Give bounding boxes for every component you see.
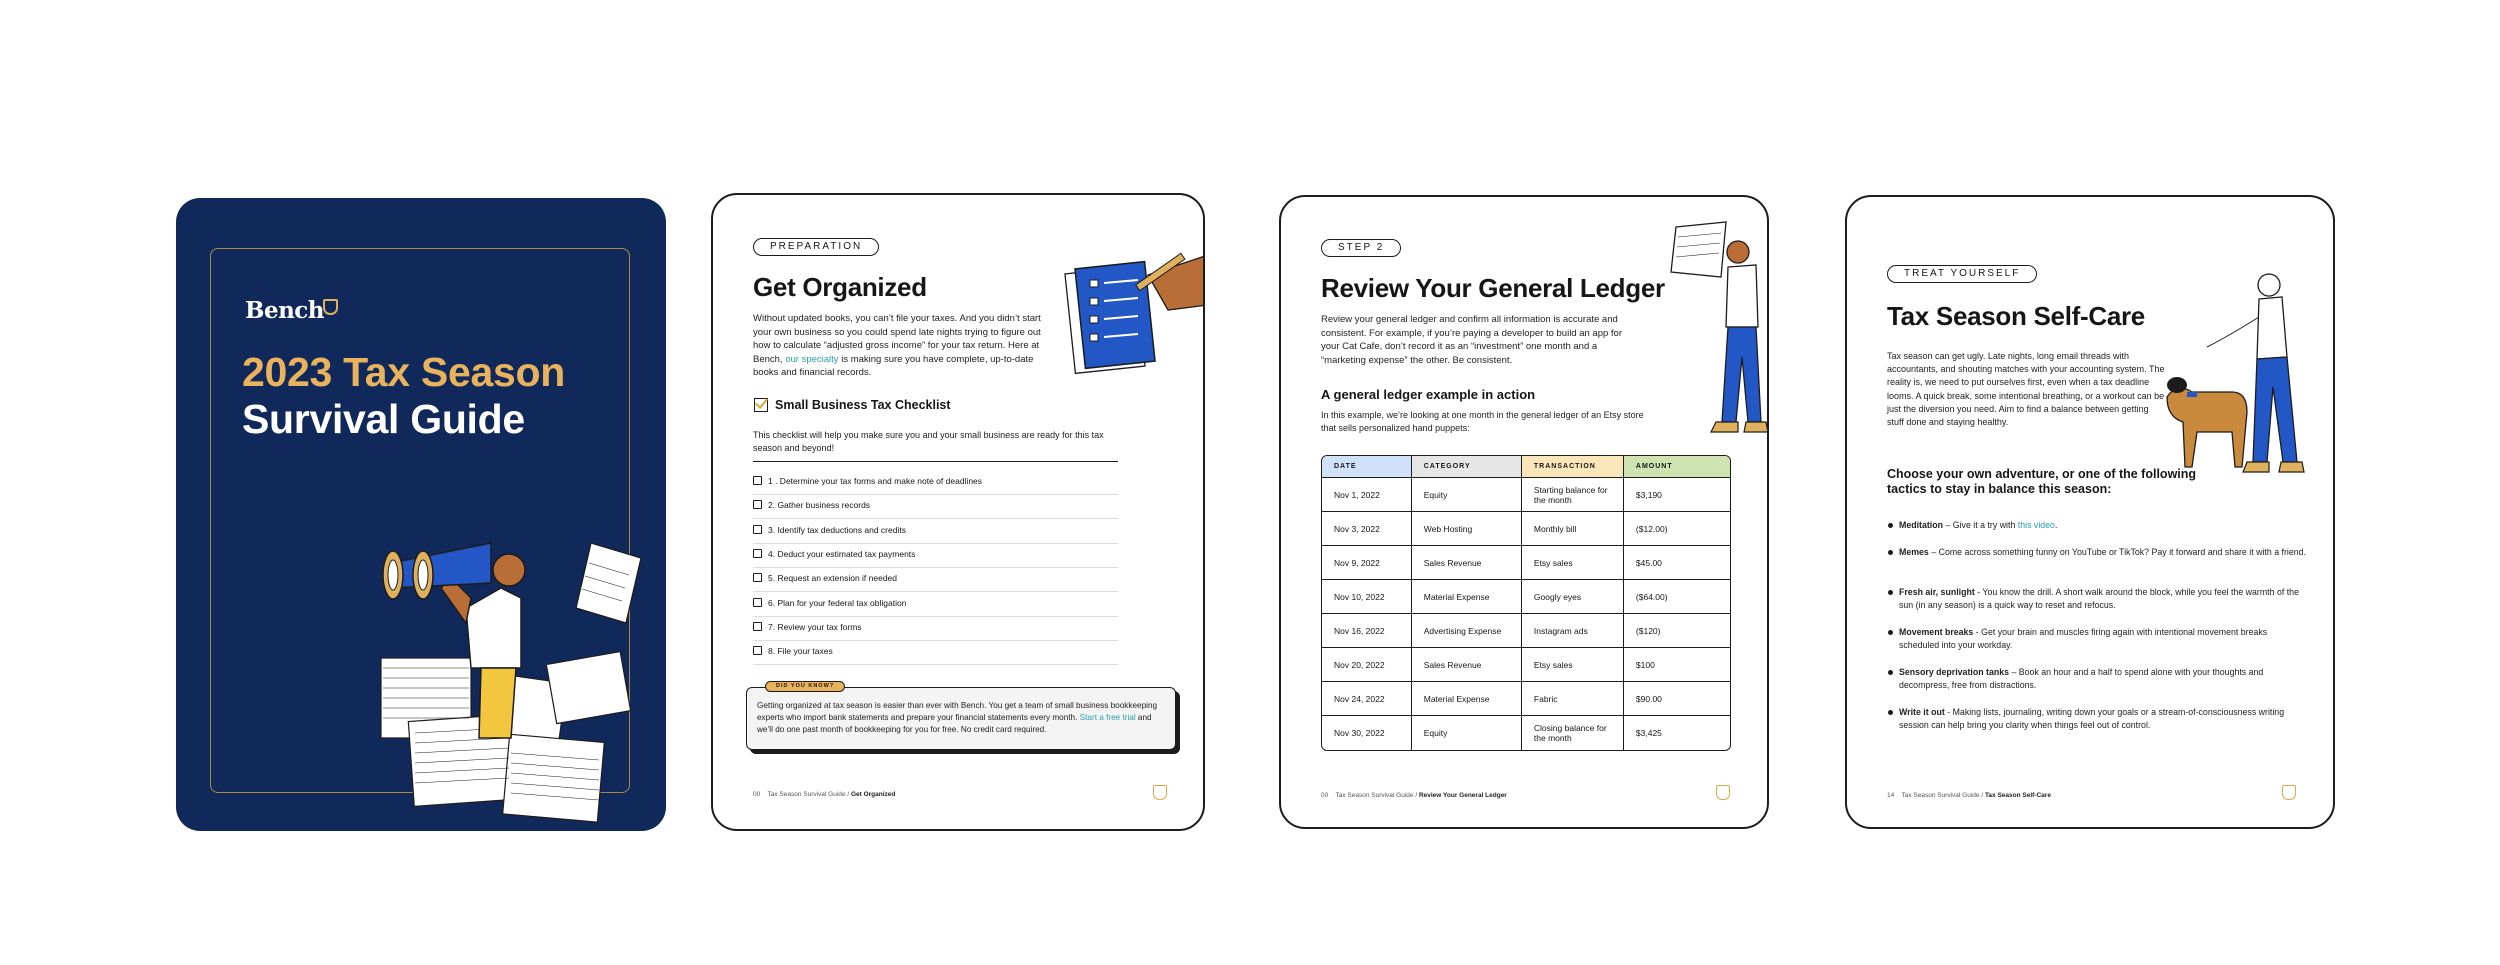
table-cell: Sales Revenue — [1412, 546, 1522, 580]
table-row — [1322, 478, 1730, 512]
tactic-name: Sensory deprivation tanks — [1899, 667, 2009, 677]
checkbox-icon[interactable] — [753, 573, 762, 582]
checklist-item[interactable] — [753, 641, 1118, 665]
intro-paragraph: Tax season can get ugly. Late nights, long email threads with accountants, and shouting matches with your accounting system. The reality is, we need to put ourselves first, even when a tax deadline looms. A quick break, some intentional breathing, or a workout can be just the diversion you need. Aim to find a balance between getting stuff done and staying healthy. — [1887, 351, 2165, 428]
table-cell: Fabric — [1522, 682, 1624, 716]
checklist-item[interactable] — [753, 568, 1118, 592]
table-cell: $45.00 — [1624, 546, 1730, 580]
cover-title-line2: Survival Guide — [242, 396, 525, 442]
section-subtitle: A general ledger example in action — [1321, 387, 1536, 402]
table-cell: $3,425 — [1635, 728, 1662, 738]
checklist-title: Small Business Tax Checklist — [775, 398, 951, 412]
table-cell: Advertising Expense — [1412, 614, 1522, 648]
tactic-text: - Making lists, journaling, writing down your goals or a stream-of-consciousness writing session can help bring you clarity when things feel out of control. — [1899, 707, 2285, 730]
checklist-intro: This checklist will help you make sure you and your small business are ready for this tax season and beyond! — [753, 430, 1104, 453]
table-cell: Starting balance for the month — [1522, 478, 1624, 512]
tactic-text: - You know the drill. A short walk around the block, while you feel the warmth of the sun (in any season) is a quick way to reset and refocus. — [1899, 587, 2299, 610]
tactic-text: - Get your brain and muscles firing again with intentional movement breaks scheduled into your workday. — [1899, 627, 2268, 650]
ledger-page — [1279, 195, 1769, 829]
checkbox-icon[interactable] — [753, 598, 762, 607]
table-cell: ($12.00) — [1624, 512, 1730, 546]
tactic-name: Write it out — [1899, 707, 1945, 717]
bench-logo-icon — [323, 299, 338, 315]
checkbox-icon[interactable] — [753, 622, 762, 631]
preparation-tag: PREPARATION — [753, 238, 879, 256]
table-cell: Nov 30, 2022 — [1322, 716, 1412, 750]
video-link[interactable]: this video — [2017, 520, 2055, 530]
column-header: TRANSACTION — [1522, 456, 1624, 478]
checkbox-icon[interactable] — [753, 500, 762, 509]
checkbox-checked-icon — [754, 398, 768, 412]
tactic-item — [1887, 666, 2307, 692]
checklist-item-label: 4. Deduct your estimated tax payments — [768, 548, 916, 559]
bench-logo: Bench — [245, 297, 325, 324]
cover-page — [176, 198, 666, 831]
person-walking-dog-illustration — [2147, 267, 2327, 482]
column-header: DATE — [1322, 456, 1412, 478]
tactic-name: Movement breaks — [1899, 627, 1974, 637]
table-cell: Nov 24, 2022 — [1322, 682, 1412, 716]
table-cell: Nov 9, 2022 — [1322, 546, 1412, 580]
tactic-name: Fresh air, sunlight — [1899, 587, 1975, 597]
checklist-item[interactable] — [753, 593, 1118, 617]
table-row — [1322, 512, 1730, 546]
page-footer: 00 Tax Season Survival Guide / Review Your General Ledger — [1321, 792, 1507, 799]
notepad-illustration — [1058, 250, 1205, 380]
tactic-item — [1887, 519, 2307, 532]
checklist-item[interactable] — [753, 495, 1118, 519]
table-cell: Instagram ads — [1522, 614, 1624, 648]
column-header: AMOUNT — [1624, 456, 1730, 478]
treat-yourself-tag: TREAT YOURSELF — [1887, 265, 2037, 283]
general-ledger-table — [1321, 455, 1731, 751]
bench-badge-icon — [1716, 785, 1730, 800]
tactic-item — [1887, 546, 2307, 559]
tactic-name: Meditation — [1899, 520, 1943, 530]
table-cell: $3,190 — [1624, 478, 1730, 512]
checkbox-icon[interactable] — [753, 476, 762, 485]
page-footer: 14 Tax Season Survival Guide / Tax Season Self-Care — [1887, 792, 2051, 799]
table-cell: Nov 20, 2022 — [1322, 648, 1412, 682]
checklist-item[interactable] — [753, 471, 1118, 495]
checkbox-icon[interactable] — [753, 549, 762, 558]
table-cell: Nov 10, 2022 — [1322, 580, 1412, 614]
table-row — [1322, 614, 1730, 648]
table-cell: $100 — [1624, 648, 1730, 682]
step-tag: STEP 2 — [1321, 239, 1401, 257]
table-cell: Material Expense — [1412, 682, 1522, 716]
table-row — [1322, 648, 1730, 682]
table-cell: Equity — [1412, 478, 1522, 512]
checklist-item-label: 2. Gather business records — [768, 500, 871, 511]
preparation-page — [711, 193, 1205, 831]
checklist-divider — [753, 461, 1118, 462]
checklist-item-label: 6. Plan for your federal tax obligation — [768, 597, 907, 608]
checklist-item-label: 3. Identify tax deductions and credits — [768, 524, 906, 535]
checklist-item[interactable] — [753, 520, 1118, 544]
table-row — [1322, 716, 1730, 750]
section-intro: In this example, we’re looking at one month in the general ledger of an Etsy store that sells personalized hand puppets: — [1321, 410, 1644, 433]
tactic-name: Memes — [1899, 547, 1929, 557]
tactic-item — [1887, 626, 2307, 652]
checklist-item-label: 1 . Determine your tax forms and make note of deadlines — [768, 476, 983, 486]
table-cell: Equity — [1412, 716, 1522, 750]
page-title: Tax Season Self-Care — [1887, 301, 2145, 331]
selfcare-page — [1845, 195, 2335, 829]
checklist-item-label: 7. Review your tax forms — [768, 621, 862, 632]
tactic-item — [1887, 706, 2307, 732]
table-cell: Nov 16, 2022 — [1322, 614, 1412, 648]
table-cell: Web Hosting — [1412, 512, 1522, 546]
checklist-item-label: 5. Request an extension if needed — [768, 573, 898, 584]
table-cell: $90.00 — [1624, 682, 1730, 716]
did-you-know-callout — [746, 683, 1176, 750]
cover-title-line1: 2023 Tax Season — [242, 349, 565, 395]
did-you-know-label: DID YOU KNOW? — [765, 681, 845, 692]
tactic-text: – Come across something funny on YouTube or TikTok? Pay it forward and share it with a friend. — [1928, 547, 2306, 557]
table-cell: Material Expense — [1412, 580, 1522, 614]
tactic-item — [1887, 586, 2307, 612]
bench-badge-icon — [1153, 785, 1167, 800]
table-cell: Closing balance for the month — [1522, 716, 1624, 750]
intro-paragraph: Without updated books, you can’t file your taxes. And you didn’t start your own business so you could spend late nights trying to figure out how to calculate “adjusted gross income” for your tax return. Here at Bench, our specialty is making sure you have complete, up-to-date books and financial records. — [753, 313, 1041, 378]
table-cell: Monthly bill — [1522, 512, 1624, 546]
table-cell: Sales Revenue — [1412, 648, 1522, 682]
checklist-item-label: 8. File your taxes — [768, 646, 833, 657]
table-cell: Googly eyes — [1522, 580, 1624, 614]
table-cell: ($120) — [1624, 614, 1730, 648]
section-subtitle: Choose your own adventure, or one of the following tactics to stay in balance this season: — [1887, 467, 2197, 496]
table-cell: Etsy sales — [1522, 648, 1624, 682]
column-header: CATEGORY — [1412, 456, 1522, 478]
table-cell: Nov 3, 2022 — [1322, 512, 1412, 546]
intro-paragraph: Review your general ledger and confirm all information is accurate and consistent. For example, if you’re paying a developer to build an app for your Cat Cafe, don’t record it as an “investment” one month and a “marketing expense” the other. Be consistent. — [1321, 314, 1623, 366]
page-footer: 00 Tax Season Survival Guide / Get Organized — [753, 791, 896, 798]
table-row — [1322, 682, 1730, 716]
checkbox-icon[interactable] — [753, 525, 762, 534]
table-cell: Etsy sales — [1522, 546, 1624, 580]
our-specialty-link[interactable]: our specialty — [785, 353, 839, 365]
table-cell: Nov 1, 2022 — [1322, 478, 1412, 512]
table-row — [1322, 580, 1730, 614]
checklist-item[interactable] — [753, 544, 1118, 568]
telescope-person-illustration — [371, 528, 666, 831]
tactic-text: – Book an hour and a half to spend alone with your thoughts and decompress, free from distractions. — [1899, 667, 2264, 690]
table-row — [1322, 546, 1730, 580]
free-trial-link[interactable]: Start a free trial — [1079, 713, 1136, 722]
table-cell: ($64.00) — [1624, 580, 1730, 614]
tactic-text: – Give it a try with — [1942, 520, 2018, 530]
tactic-text-tail: . — [2054, 520, 2058, 530]
person-reading-illustration — [1666, 217, 1769, 447]
did-you-know-text: Getting organized at tax season is easier than ever with Bench. You get a team of small business bookkeeping experts who import bank statements and prepare your financial statements every month. Start a free trial and we’ll do one past month of bookkeeping for you for free. No credit card required. — [757, 701, 1158, 734]
page-title: Get Organized — [753, 272, 927, 302]
checklist-item[interactable] — [753, 617, 1118, 641]
page-title: Review Your General Ledger — [1321, 273, 1665, 303]
bench-badge-icon — [2282, 785, 2296, 800]
checkbox-icon[interactable] — [753, 646, 762, 655]
